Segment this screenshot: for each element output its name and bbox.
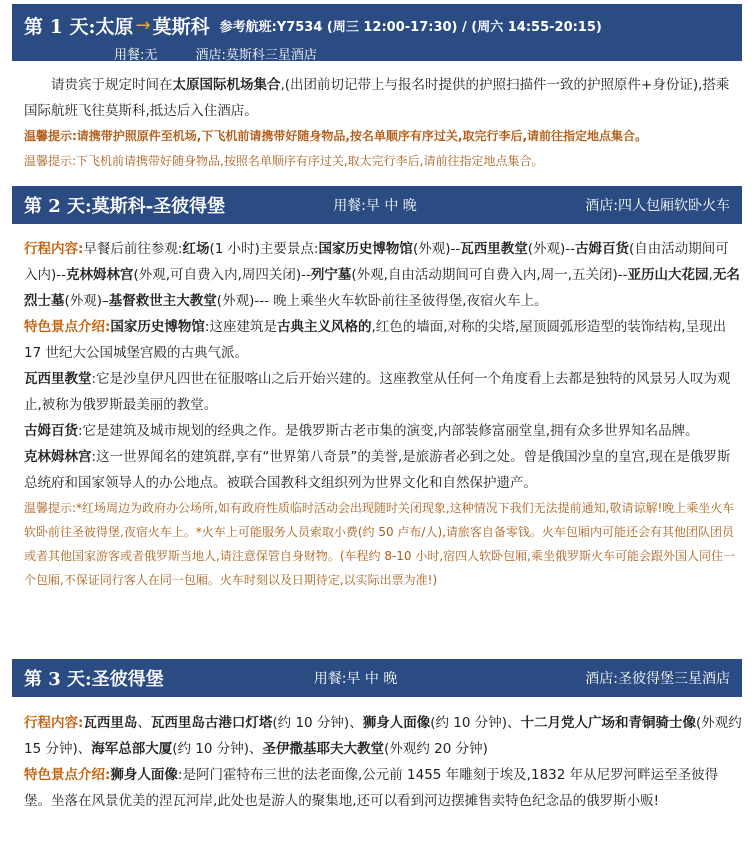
- day3-segment: 海军总部大厦: [91, 741, 173, 757]
- day3-hotel: 酒店:圣彼得堡三星酒店: [585, 671, 730, 687]
- day1-meal: 用餐:无: [114, 48, 158, 63]
- day2-title: 第 2 天:莫斯科-圣彼得堡: [24, 196, 226, 217]
- day3-segment: (约 10 分钟)、: [272, 715, 363, 731]
- day1-tip: 温馨提示:下飞机前请携带好随身物品,按照名单顺序有序过关,取太完行李后,请前往指定地点集合。: [24, 154, 544, 168]
- day1-title-prefix: 第 1 天:: [24, 16, 96, 38]
- day1-paragraph: 请贵宾于规定时间在太原国际机场集合,(出团前切记带上与报名时提供的护照扫描件一致的护照原件+身份证),搭乘国际航班飞往莫斯科,抵达后入住酒店。: [24, 77, 730, 119]
- day2-segment: 早餐后前往参观:: [83, 241, 183, 257]
- day3-title: 第 3 天:圣彼得堡: [24, 669, 164, 690]
- day2-segment: (外观)–: [64, 293, 109, 309]
- day2-segment: (外观,可自费入内,周四关闭)--: [133, 267, 311, 283]
- day2-itinerary-text: [24, 241, 740, 309]
- day2-segment: 无名烈士墓: [24, 267, 740, 309]
- day3-segment: 十二月党人广场和青铜骑士像: [520, 715, 696, 731]
- day2-segment: 亚历山大花园: [627, 267, 709, 283]
- day1-destination: 莫斯科: [152, 16, 210, 38]
- day1-flight-info: 参考航班:Y7534 (周三 12:00-17:30) / (周六 14:55-20:15): [219, 20, 602, 35]
- day3-itinerary-text: [24, 715, 742, 757]
- day2-segment: (外观)--- 晚上乘坐火车软卧前往圣彼得堡,夜宿火车上。: [216, 293, 548, 309]
- day2-feature-1: 特色景点介绍:国家历史博物馆:这座建筑是古典主义风格的,红色的墙面,对称的尖塔,屋顶圆弧形造型的装饰结构,呈现出 17 世纪大公国城堡宫殿的古典气派。: [24, 319, 727, 361]
- day2-tip: 温馨提示:*红场周边为政府办公场所,如有政府性质临时活动会出现随时关闭现象,这种情况下我们无法提前通知,敬请谅解!晚上乘坐火车软卧前往圣彼得堡,夜宿火车上。*火车上可能服务人员索取小费(约 50 卢布/人),请旅客自备零钱。火车包厢内可能还会有其他团队团员或者其他国家游客或者俄罗斯当地人,请注意保管自身财物。(车程约 8-10 小时,宿四人软卧包厢,乘坐俄罗斯火车可能会跟外国人同住一个包厢,不保证同行客人在同一包厢。火车时刻以及日期待定,以实际出票为准!): [24, 501, 735, 587]
- day2-segment: 克林姆林宫: [66, 267, 134, 283]
- day3-segment: 瓦西里岛古港口灯塔: [150, 715, 273, 731]
- day2-segment: 瓦西里教堂: [460, 241, 528, 257]
- day3-segment: 圣伊撒基耶夫大教堂: [262, 741, 385, 757]
- day2-segment: 列宁墓: [310, 267, 352, 283]
- day3-segment: (外观约 20 分钟): [384, 741, 488, 757]
- day2-feature-4: 克林姆林宫:这一世界闻名的建筑群,享有“世界第八奇景”的美誉,是旅游者必到之处。曾是俄国沙皇的皇宫,现在是俄罗斯总统府和国家领导人的办公地点。被联合国教科文组织列为世界文化和自然保护遗产。: [24, 449, 731, 491]
- day2-segment: 古姆百货: [575, 241, 629, 257]
- day3-itinerary: 行程内容:瓦西里岛、瓦西里岛古港口灯塔(约 10 分钟)、狮身人面像(约 10 分钟)、十二月党人广场和青铜骑士像(外观约 15 分钟)、海军总部大厦(约 10 分钟)、圣伊撒基耶夫大教堂(外观约 20 分钟): [24, 715, 742, 757]
- day2-segment: 红场: [182, 241, 210, 257]
- day2-feature-2: 瓦西里教堂:它是沙皇伊凡四世在征服喀山之后开始兴建的。这座教堂从任何一个角度看上去都是独特的风景另人叹为观止,被称为俄罗斯最美丽的教堂。: [24, 371, 731, 413]
- day2-segment: (自由活动期间可入内)--: [24, 241, 729, 283]
- day3-segment: (约 10 分钟)、: [430, 715, 521, 731]
- day2-segment: 国家历史博物馆: [318, 241, 413, 257]
- day2-segment: 基督救世主大教堂: [108, 293, 217, 309]
- day2-hotel: 酒店:四人包厢软卧火车: [585, 198, 730, 214]
- day3-meal: 用餐:早 中 晚: [313, 671, 398, 687]
- day2-segment: (外观)--: [527, 241, 575, 257]
- day3-segment: (外观约 15 分钟)、: [24, 715, 742, 757]
- day1-tip-bold: 温馨提示:请携带护照原件至机场,下飞机前请携带好随身物品,按名单顺序有序过关,取完行李后,请前往指定地点集合。: [24, 129, 648, 143]
- day2-segment: (外观,自由活动期间可自费入内,周一,五关闭)--: [351, 267, 628, 283]
- day3-segment: 狮身人面像: [362, 715, 431, 731]
- day3-segment: 瓦西里岛: [83, 715, 138, 731]
- day1-header: [12, 4, 742, 61]
- day2-header: [12, 186, 742, 224]
- day1-origin: 太原: [95, 16, 134, 38]
- day2-segment: (1 小时)主要景点:: [209, 241, 319, 257]
- day3-body: [24, 710, 742, 814]
- day3-segment: (约 10 分钟)、: [172, 741, 263, 757]
- day3-header: [12, 659, 742, 697]
- day3-feature-1: 特色景点介绍:狮身人面像:是阿门霍特布三世的法老面像,公元前 1455 年雕刻于埃及,1832 年从尼罗河畔运至圣彼得堡。坐落在风景优美的涅瓦河岸,此处也是游人的聚集地,还可以看到河边摆摊售卖特色纪念品的俄罗斯小贩!: [24, 767, 719, 809]
- day2-feature-3: 古姆百货:它是建筑及城市规划的经典之作。是俄罗斯古老市集的演变,内部装修富丽堂皇,拥有众多世界知名品牌。: [24, 423, 699, 439]
- day2-segment: ,: [708, 267, 713, 283]
- day1-body: [24, 72, 742, 174]
- day2-itinerary: 行程内容:早餐后前往参观:红场(1 小时)主要景点:国家历史博物馆(外观)--瓦西里教堂(外观)--古姆百货(自由活动期间可入内)--克林姆林宫(外观,可自费入内,周四关闭)--列宁墓(外观,自由活动期间可自费入内,周一,五关闭)--亚历山大花园,无名烈士墓(外观)–基督救世主大教堂(外观)--- 晚上乘坐火车软卧前往圣彼得堡,夜宿火车上。: [24, 241, 740, 309]
- day3-segment: 、: [137, 715, 151, 731]
- arrow-right-icon: →: [135, 15, 151, 36]
- day1-hotel: 酒店:莫斯科三星酒店: [195, 48, 317, 63]
- day2-body: [24, 236, 742, 592]
- day2-meal: 用餐:早 中 晚: [333, 198, 417, 214]
- day2-segment: (外观)--: [412, 241, 461, 257]
